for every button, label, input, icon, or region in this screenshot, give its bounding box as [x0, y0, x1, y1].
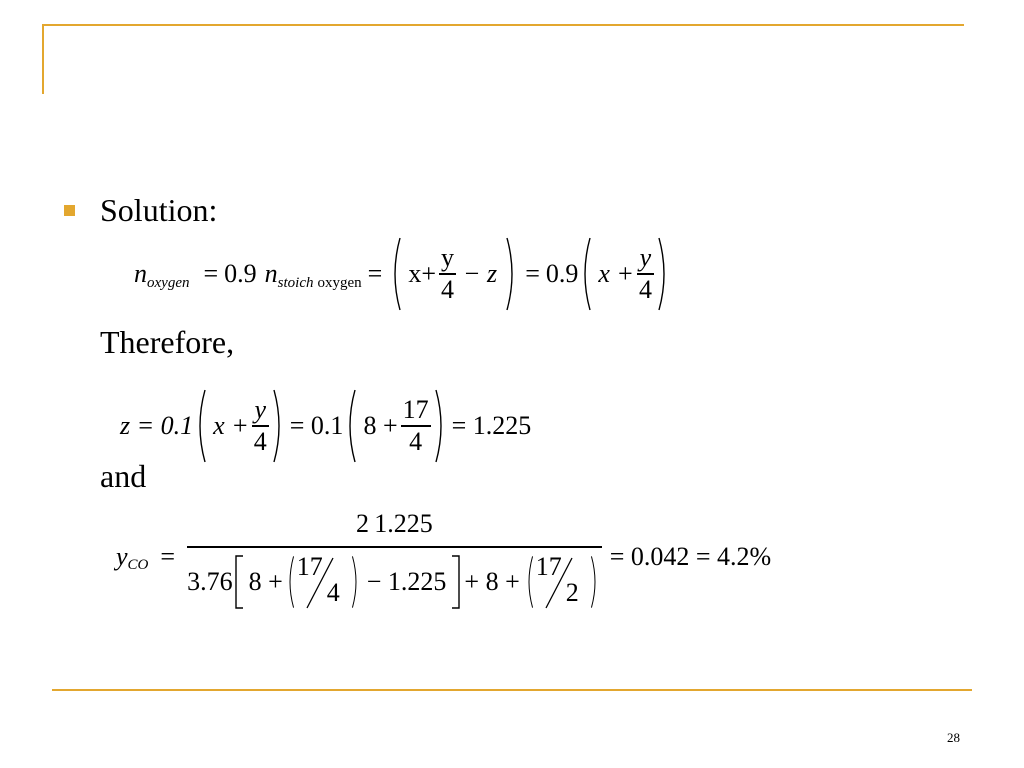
left-paren — [283, 555, 297, 609]
left-paren — [578, 236, 592, 312]
left-paren — [193, 388, 207, 464]
fraction-y-over-4: $\frac{y}{4}$ — [253, 395, 267, 456]
left-bracket — [233, 555, 245, 609]
equation-yco: y CO = 2 1.225 3.76 8 + 17 4 − 1.225 + 8 + 17 2 = 0.042 = 4.2% — [116, 502, 771, 612]
right-paren — [272, 388, 286, 464]
right-paren — [505, 236, 519, 312]
right-bracket — [450, 555, 462, 609]
solution-heading: Solution: — [100, 192, 218, 228]
fraction-y-over-4: $\frac{y}{4}$ — [638, 243, 652, 304]
bottom-rule — [52, 689, 972, 691]
solution-bullet — [64, 192, 217, 228]
left-paren — [522, 555, 536, 609]
fraction-y-over-4: $\frac{y}{4}$ — [441, 243, 455, 304]
left-rule — [42, 24, 44, 94]
right-paren — [657, 236, 671, 312]
yco-denominator: 3.76 8 + 17 4 − 1.225 + 8 + 17 2 — [187, 548, 602, 612]
page-number: 28 — [947, 730, 960, 745]
and-text: and — [100, 458, 147, 494]
equation-z: z = 0.1 x + $\frac{y}{4}$ = 0.1 8 + $\frac{17}{4}$ = 1.225 — [120, 388, 531, 464]
right-paren — [349, 555, 363, 609]
slash-fraction-17-over-2: 17 2 — [535, 551, 579, 607]
left-paren — [343, 388, 357, 464]
yco-fraction: 2 1.225 3.76 8 + 17 4 − 1.225 + 8 + 17 2 — [187, 502, 602, 612]
left-paren — [388, 236, 402, 312]
therefore-text: Therefore, — [100, 324, 235, 360]
right-paren — [588, 555, 602, 609]
top-rule — [42, 24, 964, 26]
right-paren — [434, 388, 448, 464]
fraction-17-over-4: $\frac{17}{4}$ — [402, 395, 429, 456]
equation-oxygen: n oxygen = 0.9 n stoich oxygen = x+ $\frac{y}{4}$ − z = 0.9 x + $\frac{y}{4}$ — [134, 236, 671, 312]
square-bullet-icon — [64, 205, 75, 216]
slash-fraction-17-over-4: 17 4 — [296, 551, 340, 607]
